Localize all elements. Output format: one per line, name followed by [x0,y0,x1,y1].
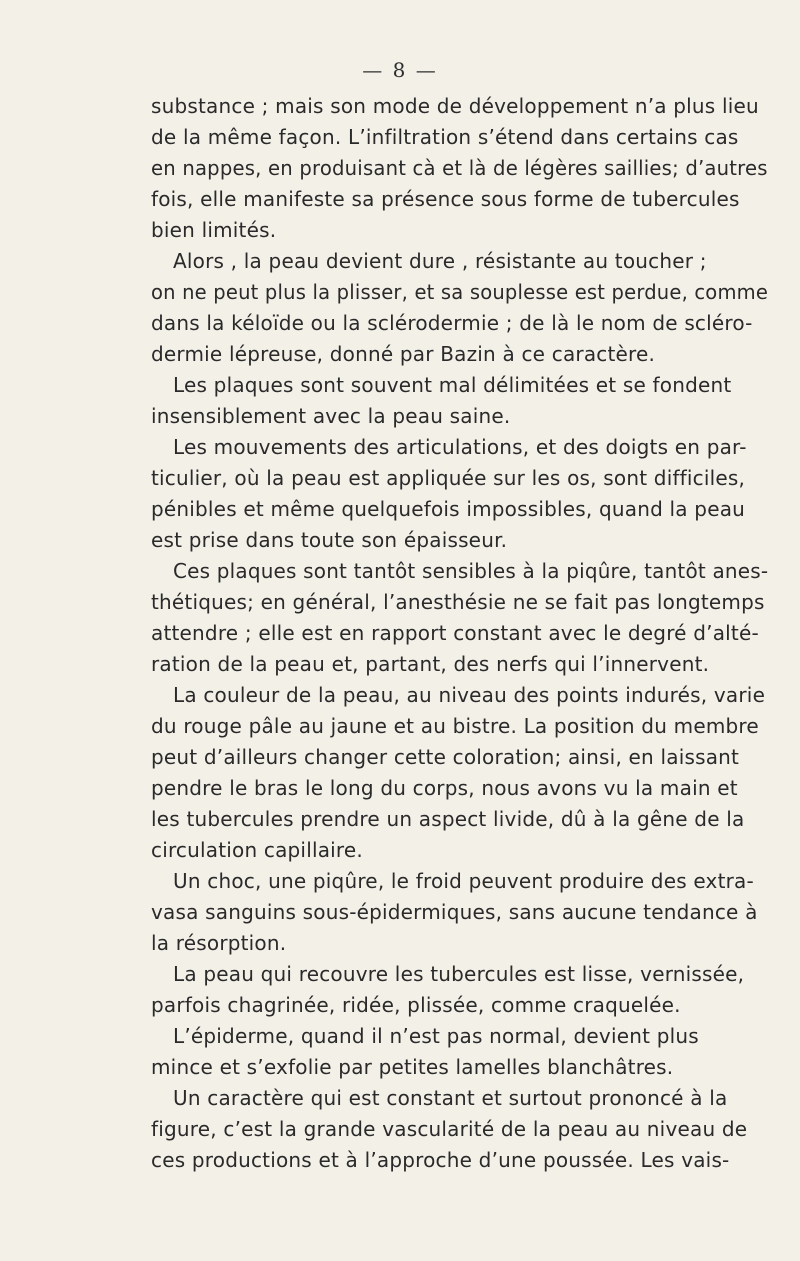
text-line: fois, elle manifeste sa présence sous forme de tubercules [151,187,740,211]
text-line: de la même façon. L’infiltration s’étend dans certains cas [151,125,739,149]
text-line: substance ; mais son mode de développement n’a plus lieu [151,94,759,118]
text-line: dans la kéloïde ou la sclérodermie ; de là le nom de scléro- [151,311,753,335]
text-line: ces productions et à l’approche d’une poussée. Les vais- [151,1148,730,1172]
text-line: La couleur de la peau, au niveau des points indurés, varie [173,683,766,707]
text-line: du rouge pâle au jaune et au bistre. La position du membre [151,714,759,738]
text-line: pendre le bras le long du corps, nous avons vu la main et [151,776,738,800]
text-line: mince et s’exfolie par petites lamelles blanchâtres. [151,1055,674,1079]
text-line: L’épiderme, quand il n’est pas normal, devient plus [173,1024,699,1048]
text-line: vasa sanguins sous-épidermiques, sans aucune tendance à [151,900,758,924]
text-line: est prise dans toute son épaisseur. [151,528,508,552]
text-line: ration de la peau et, partant, des nerfs qui l’innervent. [151,652,710,676]
text-line: ticulier, où la peau est appliquée sur les os, sont difficiles, [151,466,746,490]
text-line: figure, c’est la grande vascularité de la peau au niveau de [151,1117,748,1141]
text-line: attendre ; elle est en rapport constant avec le degré d’alté- [151,621,759,645]
text-line: en nappes, en produisant cà et là de légères saillies; d’autres [151,156,768,180]
text-line: Les plaques sont souvent mal délimitées et se fondent [173,373,732,397]
text-line: les tubercules prendre un aspect livide, dû à la gêne de la [151,807,745,831]
text-line: insensiblement avec la peau saine. [151,404,511,428]
text-line: Alors , la peau devient dure , résistante au toucher ; [173,249,707,273]
text-line: peut d’ailleurs changer cette coloration; ainsi, en laissant [151,745,740,769]
text-line: Ces plaques sont tantôt sensibles à la piqûre, tantôt anes- [173,559,769,583]
text-line: La peau qui recouvre les tubercules est lisse, vernissée, [173,962,745,986]
text-line: bien limités. [151,218,277,242]
text-line: dermie lépreuse, donné par Bazin à ce caractère. [151,342,656,366]
text-line: Un choc, une piqûre, le froid peuvent produire des extra- [173,869,754,893]
text-line: pénibles et même quelquefois impossibles, quand la peau [151,497,746,521]
text-line: circulation capillaire. [151,838,363,862]
text-line: Un caractère qui est constant et surtout prononcé à la [173,1086,728,1110]
page-number: — 8 — [362,58,438,82]
text-line: Les mouvements des articulations, et des doigts en par- [173,435,747,459]
text-line: la résorption. [151,931,287,955]
text-line: thétiques; en général, l’anesthésie ne se fait pas longtemps [151,590,765,614]
text-line: parfois chagrinée, ridée, plissée, comme craquelée. [151,993,681,1017]
text-line: on ne peut plus la plisser, et sa souplesse est perdue, comme [151,280,769,304]
